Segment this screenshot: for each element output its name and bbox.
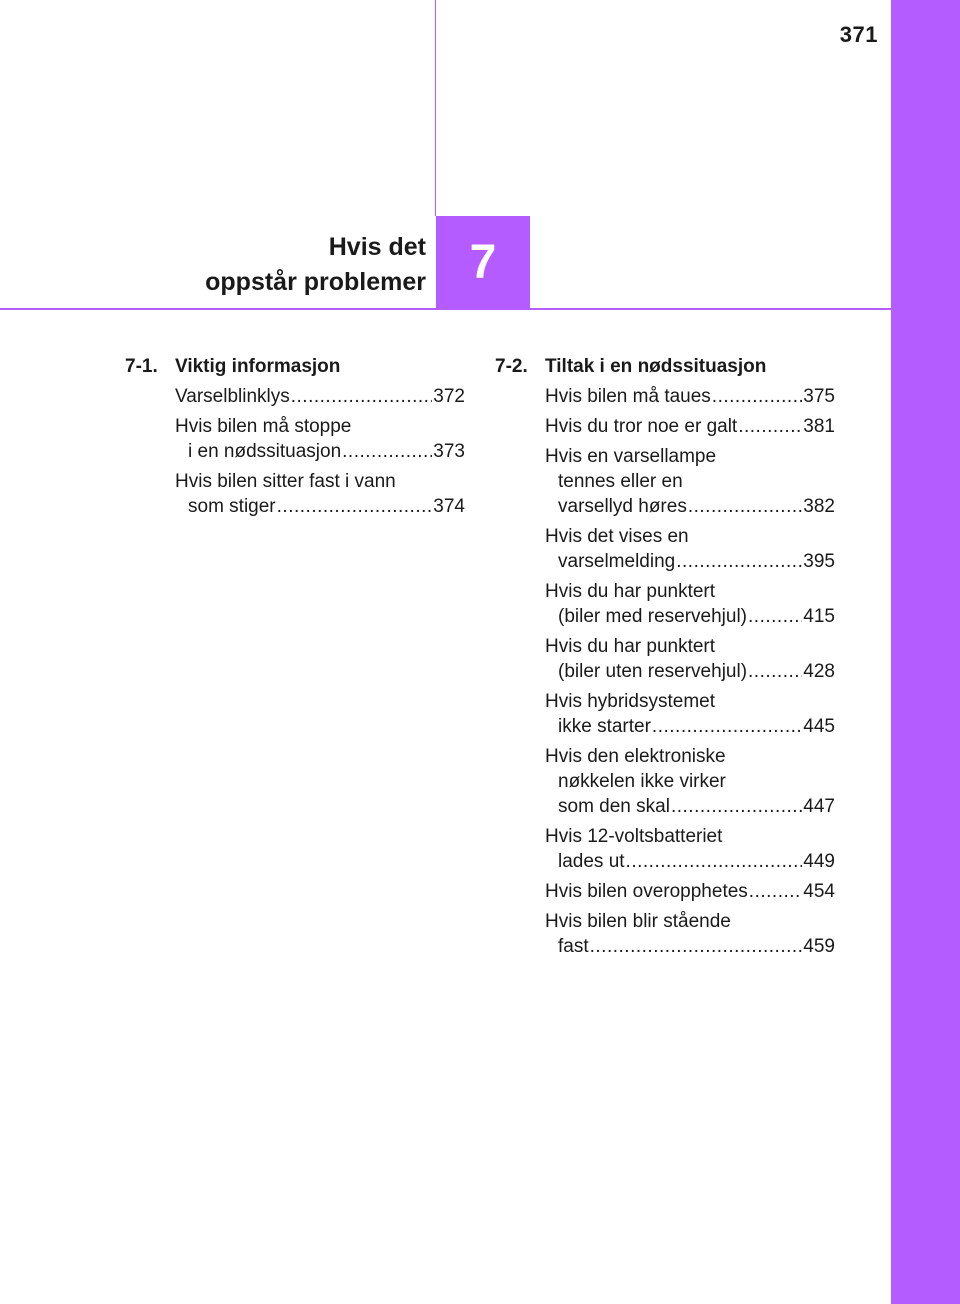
toc-page-number: 374 bbox=[433, 496, 465, 517]
dot-leader bbox=[652, 714, 802, 739]
page-number: 371 bbox=[839, 22, 878, 47]
toc-page-number: 449 bbox=[803, 851, 835, 872]
toc-page-number: 415 bbox=[803, 606, 835, 627]
toc-entry-text: (biler uten reservehjul) bbox=[558, 661, 748, 682]
toc-entry-text: varselmelding bbox=[558, 551, 676, 572]
toc-page-number: 375 bbox=[803, 386, 835, 407]
toc-entry-text: Hvis det vises en bbox=[545, 526, 689, 547]
toc-entry-text: varsellyd høres bbox=[558, 496, 687, 517]
toc-entry-text: Hvis en varsellampe bbox=[545, 446, 717, 467]
toc-page-number: 454 bbox=[803, 881, 835, 902]
toc-entry-text: Hvis du har punktert bbox=[545, 636, 716, 657]
toc-entry-text: Hvis bilen må stoppe bbox=[175, 416, 352, 437]
section-number: 7-1. bbox=[125, 356, 158, 377]
dot-leader bbox=[748, 604, 802, 629]
dot-leader bbox=[342, 439, 432, 464]
toc-entry[interactable] bbox=[175, 414, 465, 464]
toc-entry-text: lades ut bbox=[558, 851, 625, 872]
dot-leader bbox=[626, 849, 803, 874]
toc-entry[interactable] bbox=[545, 414, 835, 439]
section-title: Viktig informasjon bbox=[175, 356, 341, 377]
toc-entry-text: Varselblinklys bbox=[175, 386, 290, 407]
dot-leader bbox=[590, 934, 803, 959]
toc-entry[interactable] bbox=[545, 909, 835, 959]
dot-leader bbox=[671, 794, 802, 819]
toc-entry[interactable] bbox=[545, 744, 835, 819]
section-heading bbox=[125, 354, 465, 379]
toc-entry[interactable] bbox=[175, 384, 465, 409]
toc-entry-text: Hvis bilen overopphetes bbox=[545, 881, 748, 902]
section-title: Tiltak i en nødssituasjon bbox=[545, 356, 767, 377]
toc-entry-text: Hvis bilen blir stående bbox=[545, 911, 731, 932]
toc-entry[interactable] bbox=[545, 579, 835, 629]
toc-entry[interactable] bbox=[545, 879, 835, 904]
divider-vertical bbox=[435, 0, 436, 216]
toc-section-7-2 bbox=[495, 354, 835, 964]
toc-entry-text: Hvis bilen sitter fast i vann bbox=[175, 471, 396, 492]
toc-entry-text: (biler med reservehjul) bbox=[558, 606, 748, 627]
toc-entry-text: Hvis den elektroniske bbox=[545, 746, 726, 767]
toc-page-number: 382 bbox=[803, 496, 835, 517]
toc-section-7-1 bbox=[125, 354, 465, 524]
chapter-number: 7 bbox=[436, 216, 530, 309]
toc-entry[interactable] bbox=[545, 444, 835, 519]
toc-entry-text: som stiger bbox=[188, 496, 276, 517]
toc-page-number: 445 bbox=[803, 716, 835, 737]
dot-leader bbox=[688, 494, 802, 519]
side-tab bbox=[891, 0, 960, 1304]
toc-entry-text: tennes eller en bbox=[558, 471, 683, 492]
chapter-title bbox=[205, 230, 426, 300]
toc-page-number: 381 bbox=[803, 416, 835, 437]
toc-entry-text: Hvis hybridsystemet bbox=[545, 691, 715, 712]
toc-entry-text: i en nødssituasjon bbox=[188, 441, 342, 462]
dot-leader bbox=[749, 879, 803, 904]
toc-page-number: 428 bbox=[803, 661, 835, 682]
toc-entry[interactable] bbox=[545, 384, 835, 409]
toc-entry-text: Hvis 12-voltsbatteriet bbox=[545, 826, 723, 847]
toc-entry-text: Hvis du har punktert bbox=[545, 581, 716, 602]
toc-entry-text: Hvis bilen må taues bbox=[545, 386, 711, 407]
dot-leader bbox=[748, 659, 802, 684]
dot-leader bbox=[738, 414, 802, 439]
toc-page-number: 459 bbox=[803, 936, 835, 957]
dot-leader bbox=[277, 494, 433, 519]
toc-entry-text: som den skal bbox=[558, 796, 670, 817]
toc-entry[interactable] bbox=[545, 634, 835, 684]
toc-page-number: 372 bbox=[433, 386, 465, 407]
toc-page-number: 447 bbox=[803, 796, 835, 817]
chapter-title-line: Hvis det bbox=[328, 233, 426, 261]
chapter-title-line: oppstår problemer bbox=[205, 268, 426, 296]
toc-entry[interactable] bbox=[545, 824, 835, 874]
toc-entry[interactable] bbox=[545, 524, 835, 574]
toc-page-number: 373 bbox=[433, 441, 465, 462]
dot-leader bbox=[676, 549, 802, 574]
toc-entry[interactable] bbox=[545, 689, 835, 739]
toc-entry-text: fast bbox=[558, 936, 589, 957]
section-number: 7-2. bbox=[495, 356, 528, 377]
toc-entry-text: ikke starter bbox=[558, 716, 651, 737]
toc-entry-text: Hvis du tror noe er galt bbox=[545, 416, 738, 437]
toc-entry-text: nøkkelen ikke virker bbox=[558, 771, 726, 792]
toc-entry[interactable] bbox=[175, 469, 465, 519]
toc-page-number: 395 bbox=[803, 551, 835, 572]
section-heading bbox=[495, 354, 835, 379]
dot-leader bbox=[712, 384, 803, 409]
dot-leader bbox=[291, 384, 433, 409]
